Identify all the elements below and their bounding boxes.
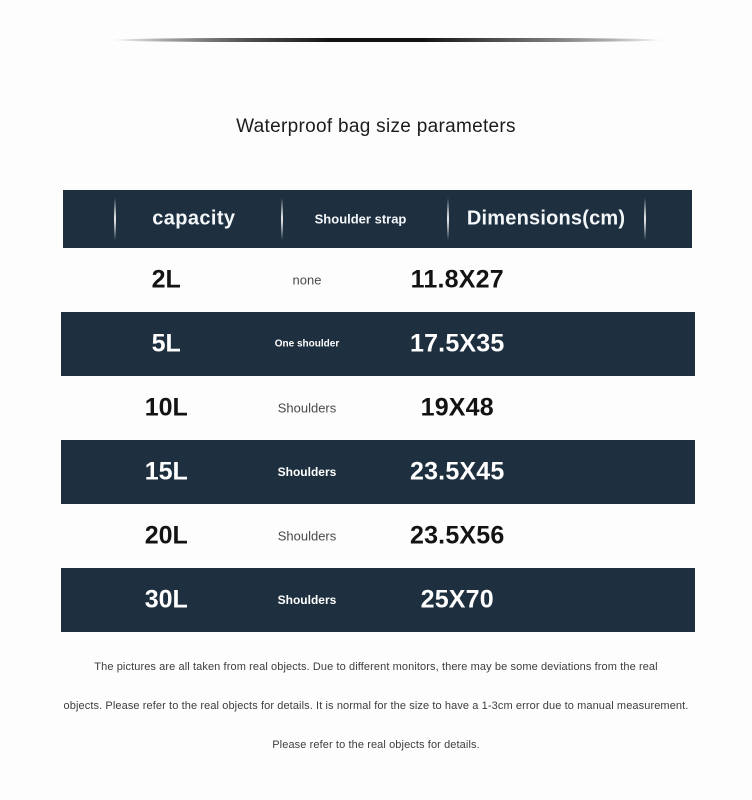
table-row-5l [61, 312, 695, 376]
table-row-30l [61, 568, 695, 632]
dimensions-value: 25X70 [420, 585, 494, 614]
disclaimer-text [0, 648, 752, 765]
table-header-row [63, 190, 692, 248]
dimensions-value: 19X48 [420, 393, 494, 422]
strap-value: none [292, 272, 322, 288]
disclaimer-line-3: Please refer to the real objects for details. [272, 739, 480, 751]
table-row-10l [61, 376, 695, 440]
strap-value: Shoulders [277, 593, 337, 607]
disclaimer-line-2: objects. Please refer to the real objects for details. It is normal for the size to have a 1-3cm error due to manual measurement. [63, 700, 689, 712]
decorative-divider-line [112, 38, 664, 42]
table-row-20l [61, 504, 695, 568]
dimensions-value: 11.8X27 [410, 265, 504, 294]
column-header-shoulder-strap: Shoulder strap [314, 211, 407, 227]
capacity-value: 2L [151, 265, 181, 294]
size-parameters-table [61, 190, 695, 632]
header-divider [114, 198, 116, 240]
capacity-value: 20L [144, 521, 188, 550]
table-row-2l [61, 248, 695, 312]
dimensions-value: 17.5X35 [409, 329, 505, 358]
capacity-value: 15L [144, 457, 188, 486]
capacity-value: 5L [151, 329, 181, 358]
dimensions-value: 23.5X56 [409, 521, 505, 550]
header-divider [281, 198, 283, 240]
strap-value: One shoulder [274, 338, 340, 350]
strap-value: Shoulders [277, 400, 337, 416]
column-header-capacity: capacity [152, 207, 236, 230]
table-row-15l [61, 440, 695, 504]
disclaimer-line-1: The pictures are all taken from real objects. Due to different monitors, there may be some deviations from the real [94, 661, 658, 673]
strap-value: Shoulders [277, 528, 337, 544]
column-header-dimensions: Dimensions(cm) [466, 207, 626, 230]
header-divider [447, 198, 449, 240]
page-title: Waterproof bag size parameters [236, 116, 516, 137]
capacity-value: 10L [144, 393, 188, 422]
header-divider [644, 198, 646, 240]
strap-value: Shoulders [277, 465, 337, 479]
capacity-value: 30L [144, 585, 188, 614]
dimensions-value: 23.5X45 [409, 457, 505, 486]
